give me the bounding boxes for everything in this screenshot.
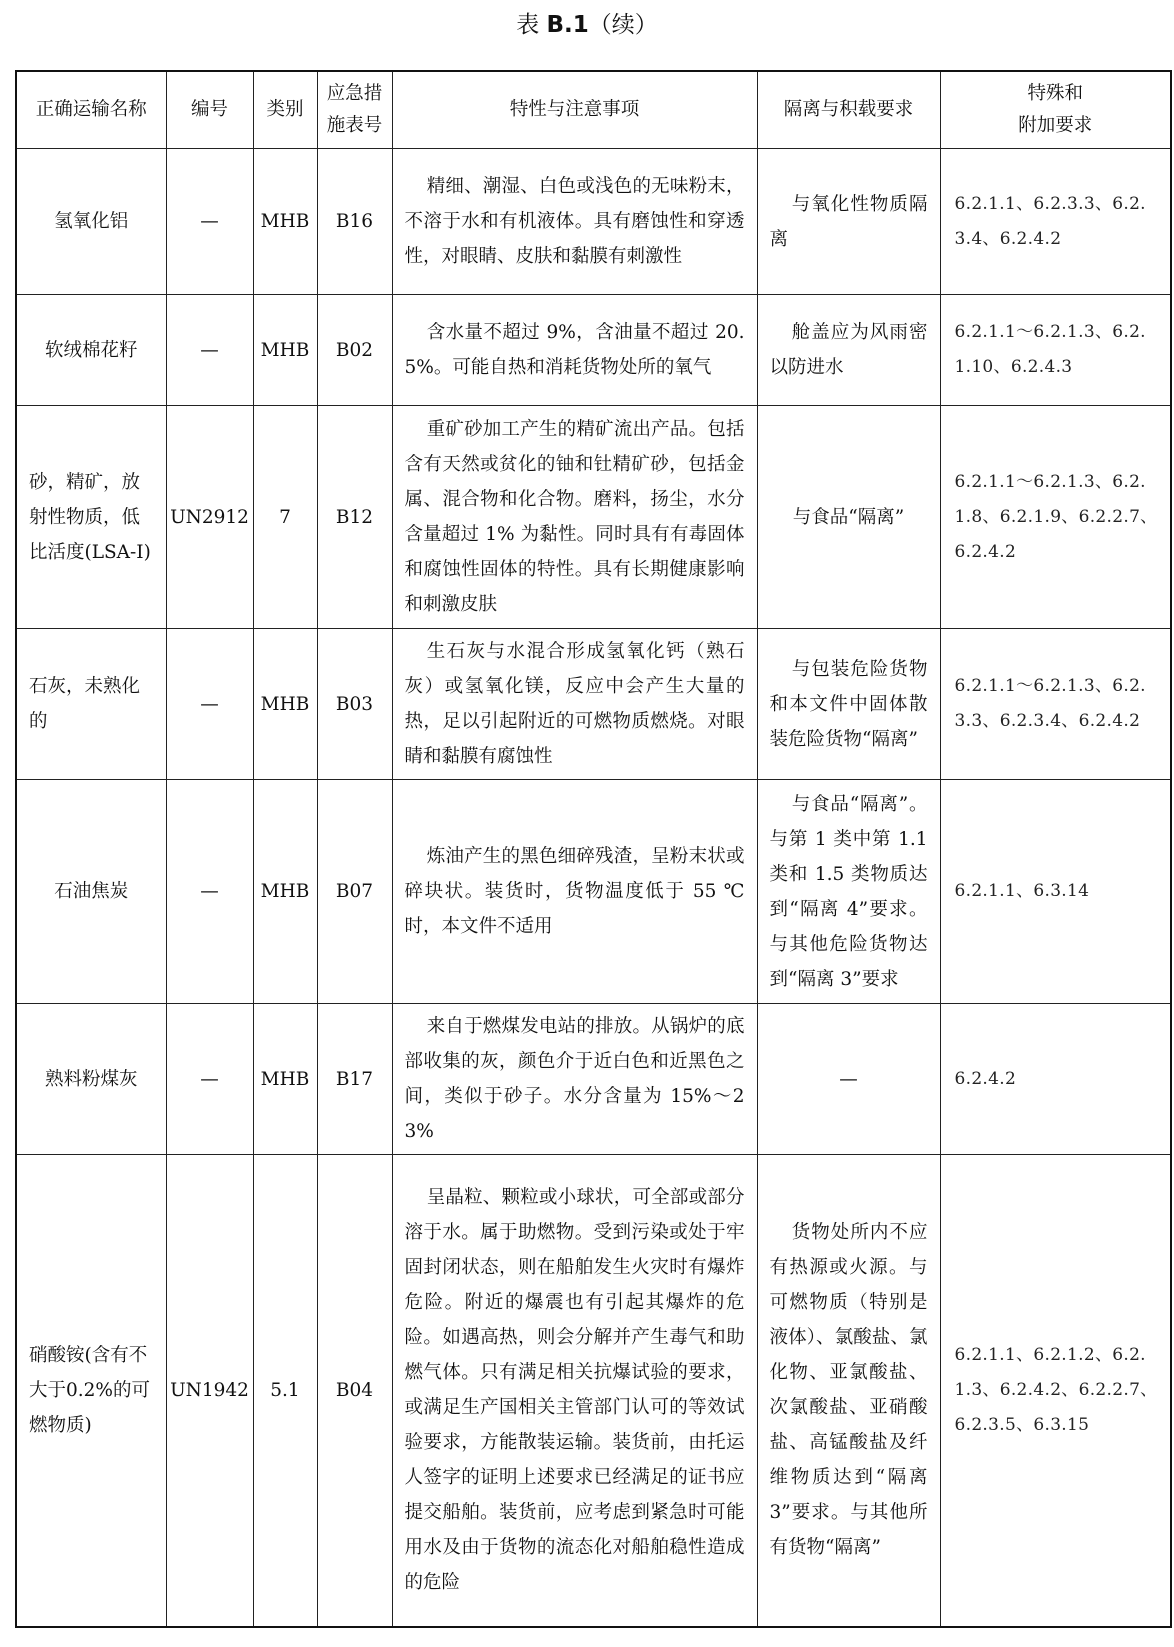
table-row (16, 295, 1171, 406)
cell-special: 6.2.1.1、6.2.3.3、6.2.3.4、6.2.4.2 (940, 149, 1171, 295)
cell-segregation: — (757, 1004, 940, 1155)
header-emergency-line1: 应急措 (326, 83, 383, 104)
cell-category: MHB (253, 629, 317, 780)
header-emergency-line2: 施表号 (326, 115, 383, 136)
table-header-row (16, 71, 1171, 149)
cell-segregation: 与食品“隔离”。与第 1 类中第 1.1 类和 1.5 类物质达到“隔离 4”要求。与其他危险货物达到“隔离 3”要求 (757, 780, 940, 1004)
header-special-line2: 附加要求 (1018, 115, 1093, 136)
cell-properties: 呈晶粒、颗粒或小球状，可全部或部分溶于水。属于助燃物。受到污染或处于牢固封闭状态，则在船舶发生火灾时有爆炸危险。附近的爆震也有引起其爆炸的危险。如遇高热，则会分解并产生毒气和助燃气体。只有满足相关抗爆试验的要求，或满足生产国相关主管部门认可的等效试验要求，方能散装运输。装货前，由托运人签字的证明上述要求已经满足的证书应提交船舶。装货前，应考虑到紧急时可能用水及由于货物的流态化对船舶稳性造成的危险 (392, 1155, 757, 1627)
cell-number: — (166, 149, 253, 295)
cell-properties: 生石灰与水混合形成氢氧化钙（熟石灰）或氢氧化镁，反应中会产生大量的热，足以引起附近的可燃物质燃烧。对眼睛和黏膜有腐蚀性 (392, 629, 757, 780)
cell-emergency: B03 (317, 629, 392, 780)
cell-special: 6.2.4.2 (940, 1004, 1171, 1155)
header-name: 正确运输名称 (16, 71, 166, 149)
cell-segregation: 舱盖应为风雨密以防进水 (757, 295, 940, 406)
cell-category: MHB (253, 295, 317, 406)
table-title (0, 8, 1174, 42)
header-category: 类别 (253, 71, 317, 149)
header-number: 编号 (166, 71, 253, 149)
table-row (16, 780, 1171, 1004)
header-properties: 特性与注意事项 (392, 71, 757, 149)
cell-category: MHB (253, 149, 317, 295)
cell-category: MHB (253, 1004, 317, 1155)
cell-number: — (166, 1004, 253, 1155)
cell-segregation: 与包装危险货物和本文件中固体散装危险货物“隔离” (757, 629, 940, 780)
cell-name: 硝酸铵(含有不大于0.2%的可燃物质) (16, 1155, 166, 1627)
table-row (16, 406, 1171, 629)
cell-special: 6.2.1.1、6.2.1.2、6.2.1.3、6.2.4.2、6.2.2.7、6.2.3.5、6.3.15 (940, 1155, 1171, 1627)
cell-properties: 重矿砂加工产生的精矿流出产品。包括含有天然或贫化的铀和钍精矿砂，包括金属、混合物和化合物。磨料，扬尘，水分含量超过 1% 为黏性。同时具有有毒固体和腐蚀性固体的特性。具有长期健康影响和刺激皮肤 (392, 406, 757, 629)
cell-name: 砂，精矿，放射性物质，低比活度(LSA-I) (16, 406, 166, 629)
table-title-suffix: （续） (588, 12, 658, 38)
cell-category: 5.1 (253, 1155, 317, 1627)
cell-special: 6.2.1.1、6.3.14 (940, 780, 1171, 1004)
header-special-line1: 特殊和 (1027, 83, 1083, 104)
cell-name: 石灰，未熟化的 (16, 629, 166, 780)
cell-emergency: B07 (317, 780, 392, 1004)
cell-segregation: 与食品“隔离” (757, 406, 940, 629)
cell-properties: 炼油产生的黑色细碎残渣，呈粉末状或碎块状。装货时，货物温度低于 55 ℃时，本文件不适用 (392, 780, 757, 1004)
cell-emergency: B16 (317, 149, 392, 295)
cargo-table (15, 70, 1172, 1628)
cell-category: 7 (253, 406, 317, 629)
cell-emergency: B02 (317, 295, 392, 406)
cell-number: UN1942 (166, 1155, 253, 1627)
cell-name: 石油焦炭 (16, 780, 166, 1004)
cell-emergency: B17 (317, 1004, 392, 1155)
cell-name: 熟料粉煤灰 (16, 1004, 166, 1155)
cell-name: 氢氧化铝 (16, 149, 166, 295)
cell-category: MHB (253, 780, 317, 1004)
header-emergency (317, 71, 392, 149)
cell-properties: 来自于燃煤发电站的排放。从锅炉的底部收集的灰，颜色介于近白色和近黑色之间，类似于砂子。水分含量为 15%～23% (392, 1004, 757, 1155)
cell-properties: 含水量不超过 9%，含油量不超过 20.5%。可能自热和消耗货物处所的氧气 (392, 295, 757, 406)
table-title-code: B.1 (546, 12, 589, 38)
cell-name: 软绒棉花籽 (16, 295, 166, 406)
cell-number: — (166, 780, 253, 1004)
header-segregation: 隔离与积载要求 (757, 71, 940, 149)
table-row (16, 1004, 1171, 1155)
cell-emergency: B04 (317, 1155, 392, 1627)
cell-special: 6.2.1.1～6.2.1.3、6.2.1.8、6.2.1.9、6.2.2.7、6.2.4.2 (940, 406, 1171, 629)
cell-emergency: B12 (317, 406, 392, 629)
cell-special: 6.2.1.1～6.2.1.3、6.2.1.10、6.2.4.3 (940, 295, 1171, 406)
cell-number: — (166, 629, 253, 780)
table-row (16, 149, 1171, 295)
table-title-prefix: 表 (516, 12, 547, 38)
table-row (16, 1155, 1171, 1627)
header-special (940, 71, 1171, 149)
cell-segregation: 与氧化性物质隔离 (757, 149, 940, 295)
cell-number: UN2912 (166, 406, 253, 629)
cell-properties: 精细、潮湿、白色或浅色的无味粉末，不溶于水和有机液体。具有磨蚀性和穿透性，对眼睛、皮肤和黏膜有刺激性 (392, 149, 757, 295)
cell-special: 6.2.1.1～6.2.1.3、6.2.3.3、6.2.3.4、6.2.4.2 (940, 629, 1171, 780)
cell-segregation: 货物处所内不应有热源或火源。与可燃物质（特别是液体）、氯酸盐、氯化物、亚氯酸盐、次氯酸盐、亚硝酸盐、高锰酸盐及纤维物质达到“隔离 3”要求。与其他所有货物“隔离” (757, 1155, 940, 1627)
cell-number: — (166, 295, 253, 406)
table-row (16, 629, 1171, 780)
